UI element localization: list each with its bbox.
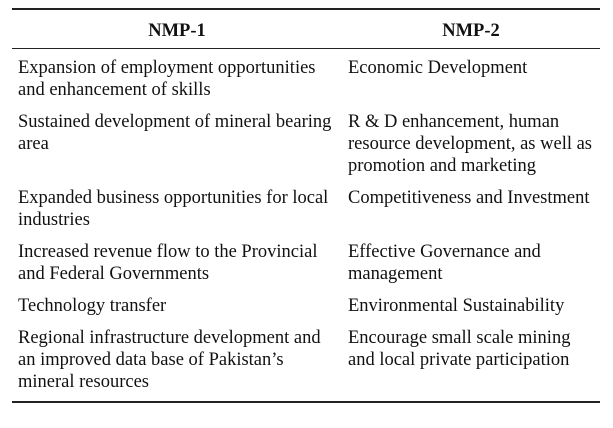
table-header: [12, 9, 600, 49]
nmp-1-cell: Regional infrastructure development and an improved data base of Pakistan’s mineral resources: [12, 324, 342, 402]
table-row: [12, 108, 600, 184]
nmp-comparison-table: [12, 8, 600, 403]
nmp-1-cell: Sustained development of mineral bearing area: [18, 112, 332, 154]
nmp-2-cell: Economic Development: [348, 58, 528, 78]
nmp-2-cell: Encourage small scale mining and local private participation: [342, 324, 600, 402]
nmp-2-cell: R & D enhancement, human resource development, as well as promotion and marketing: [348, 112, 593, 176]
nmp-1-cell: Expansion of employment opportunities and enhancement of skills: [18, 58, 316, 100]
header-nmp-1: NMP-1: [12, 9, 342, 49]
table-row: [12, 49, 600, 109]
nmp-2-cell: Environmental Sustainability: [348, 296, 565, 316]
header-row: [12, 9, 600, 49]
nmp-1-cell: Increased revenue flow to the Provincial and Federal Governments: [18, 242, 318, 284]
table-row: [12, 292, 600, 324]
nmp-2-cell: Competitiveness and Investment: [348, 188, 590, 208]
comparison-table-container: [12, 8, 600, 403]
nmp-1-cell: Technology transfer: [18, 296, 167, 316]
nmp-2-cell: Effective Governance and management: [348, 242, 541, 284]
table-row: [12, 324, 600, 402]
nmp-1-cell: Expanded business opportunities for local industries: [18, 188, 329, 230]
table-body: [12, 49, 600, 403]
header-nmp-2: NMP-2: [342, 9, 600, 49]
table-row: [12, 184, 600, 238]
table-row: [12, 238, 600, 292]
